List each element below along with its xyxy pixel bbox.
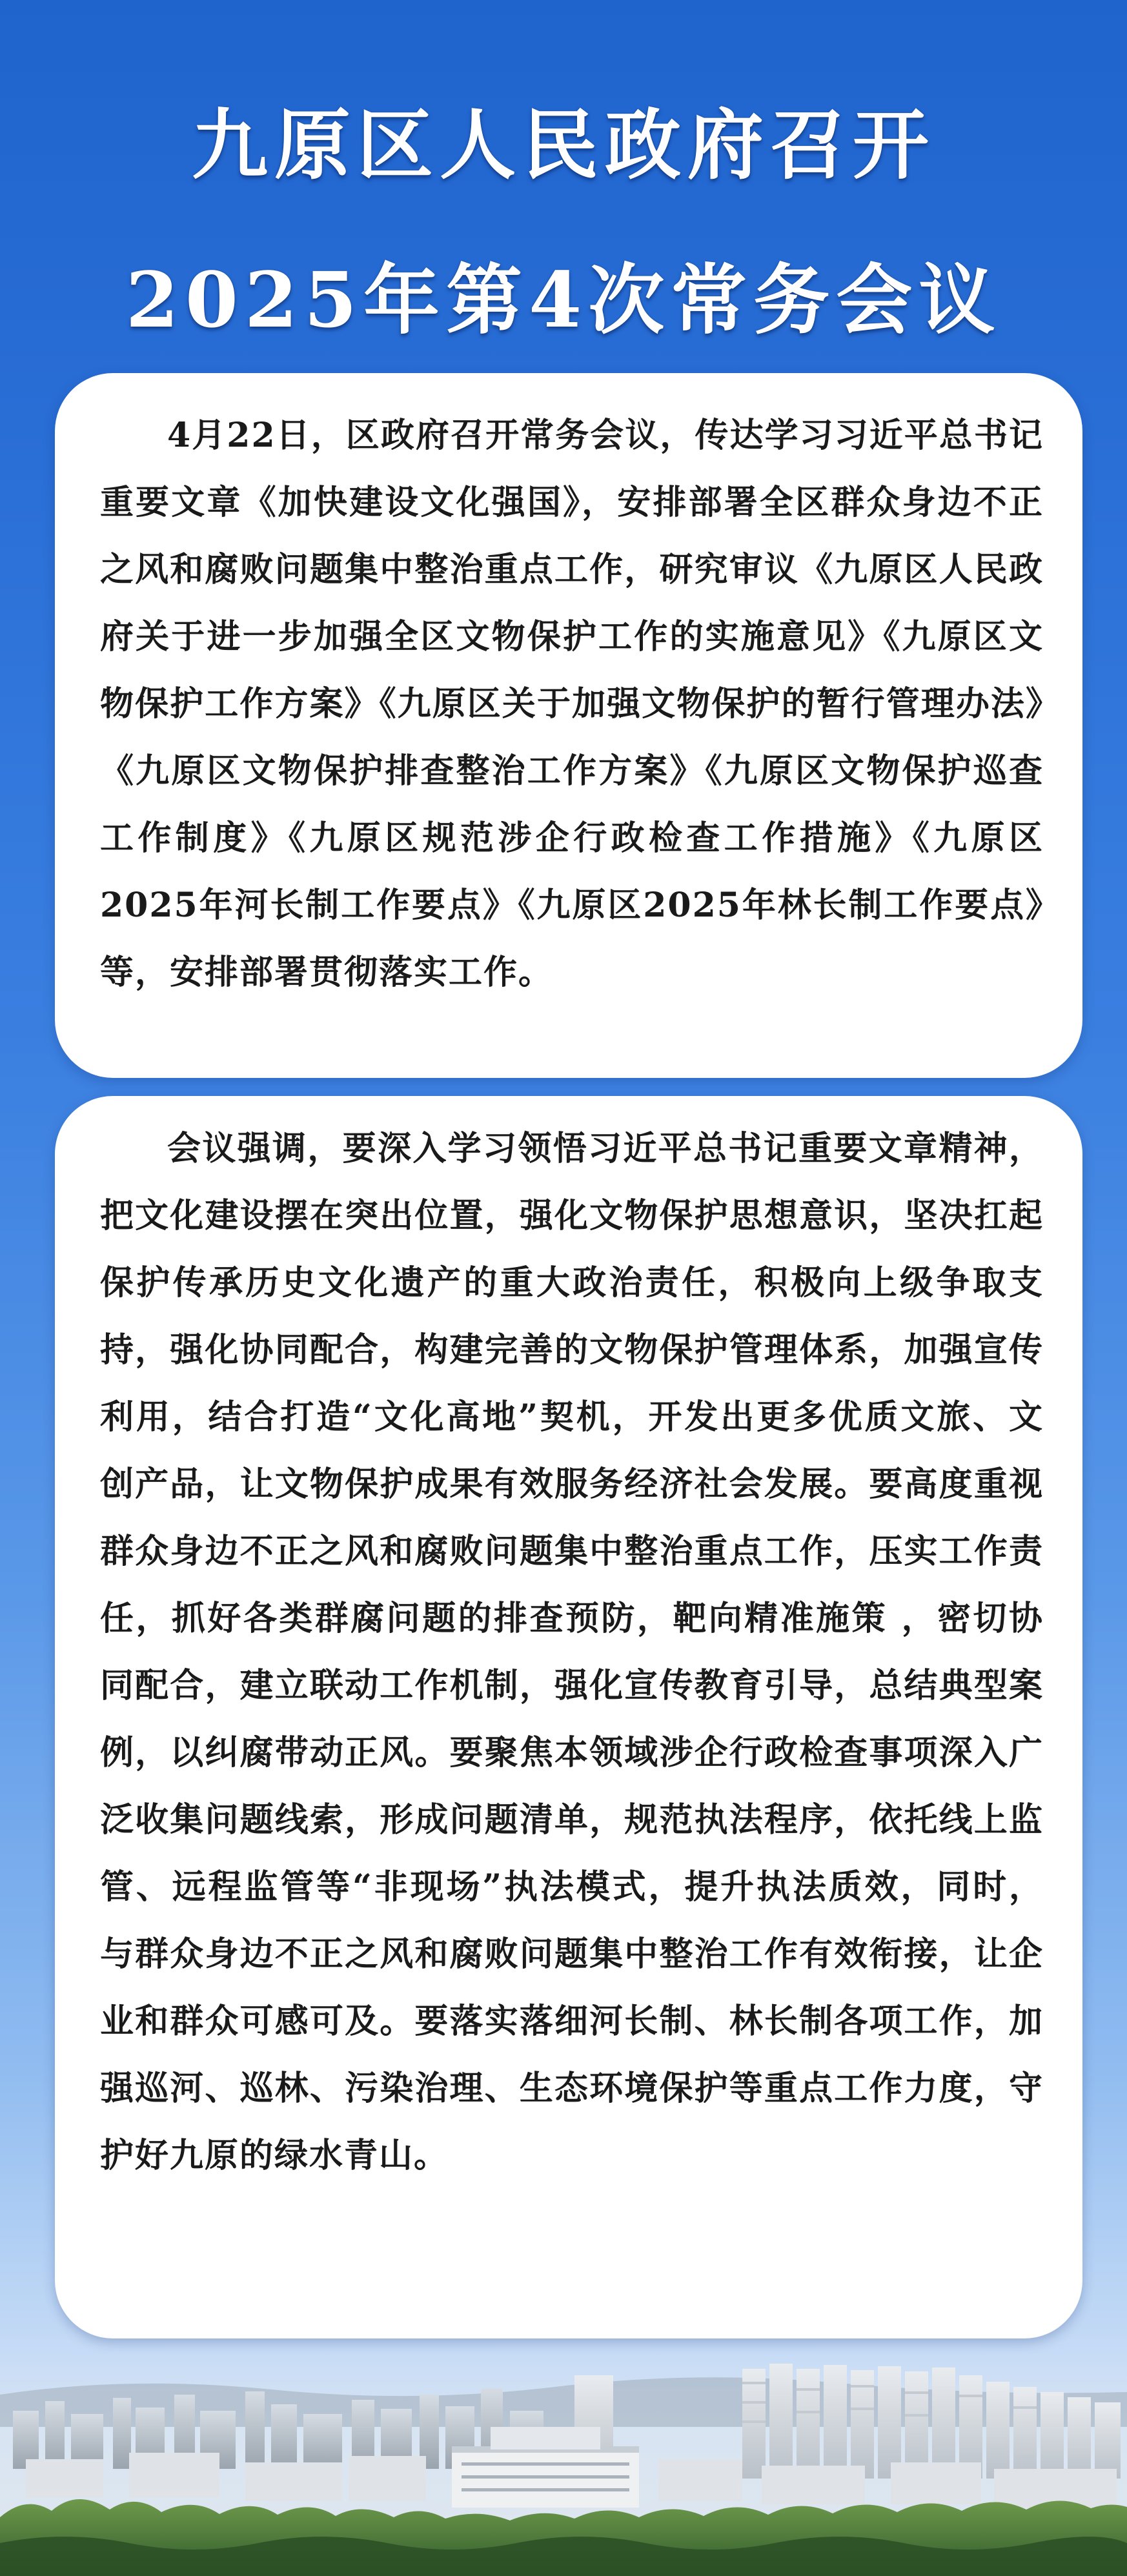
cityscape-photo bbox=[0, 2349, 1127, 2576]
page-title bbox=[0, 97, 1127, 349]
summary-card bbox=[55, 373, 1082, 1078]
title-line-1: 九原区人民政府召开 bbox=[191, 100, 935, 190]
emphasis-paragraph: 会议强调，要深入学习领悟习近平总书记重要文章精神，把文化建设摆在突出位置，强化文物保护思想意识，坚决扛起保护传承历史文化遗产的重大政治责任，积极向上级争取支持，强化协同配合，构建完善的文物保护管理体系，加强宣传利用，结合打造“文化高地”契机，开发出更多优质文旅、文创产品，让文物保护成果有效服务经济社会发展。要高度重视群众身边不正之风和腐败问题集中整治重点工作，压实工作责任，抓好各类群腐问题的排查预防，靶向精准施策 ，密切协同配合，建立联动工作机制，强化宣传教育引导，总结典型案例，以纠腐带动正风。要聚焦本领域涉企行政检查事项深入广泛收集问题线索，形成问题清单，规范执法程序，依托线上监管、远程监管等“非现场”执法模式，提升执法质效，同时，与群众身边不正之风和腐败问题集中整治工作有效衔接，让企业和群众可感可及。要落实落细河长制、林长制各项工作，加强巡河、巡林、污染治理、生态环境保护等重点工作力度，守护好九原的绿水青山。 bbox=[100, 1129, 1044, 2175]
emphasis-card bbox=[55, 1096, 1082, 2338]
summary-paragraph: 4月22日，区政府召开常务会议，传达学习习近平总书记重要文章《加快建设文化强国》，安排部署全区群众身边不正之风和腐败问题集中整治重点工作，研究审议《九原区人民政府关于进一步加强全区文物保护工作的实施意见》《九原区文物保护工作方案》《九原区关于加强文物保护的暂行管理办法》《九原区文物保护排查整治工作方案》《九原区文物保护巡查工作制度》《九原区规范涉企行政检查工作措施》《九原区2025年河长制工作要点》《九原区2025年林长制工作要点》等，安排部署贯彻落实工作。 bbox=[100, 416, 1044, 992]
title-line-2: 2025年第4次常务会议 bbox=[125, 255, 1002, 345]
